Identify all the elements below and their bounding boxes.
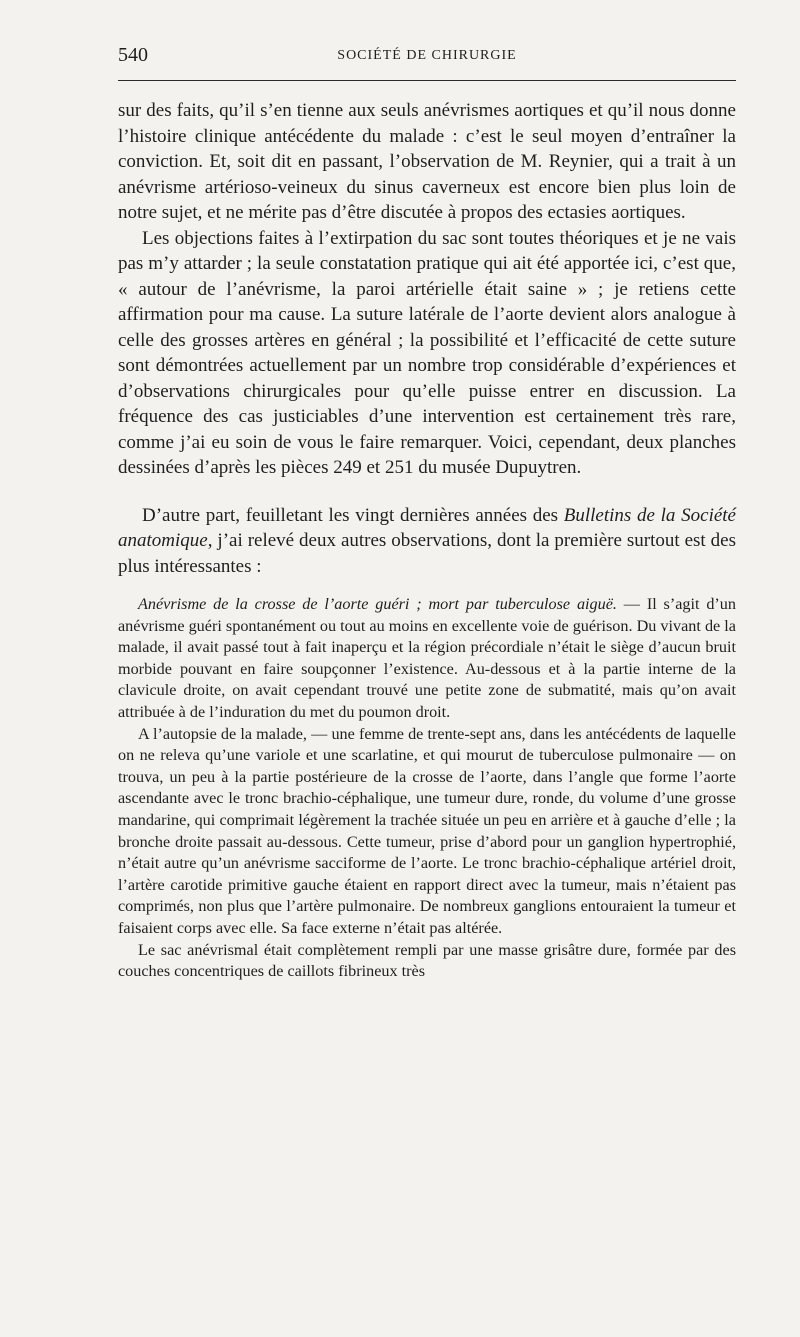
section-gap <box>118 481 736 503</box>
case-dash: — <box>616 595 647 613</box>
case-paragraph <box>118 594 736 724</box>
paragraph-objections: Les objections faites à l’extirpation du sac sont toutes théoriques et je ne vais pas m’y attarder ; la seule constatation pratique qui ait été apportée ici, c’est que, « autour de l’anévrisme, la paroi artérielle était saine » ; je retiens cette affirmation pour ma cause. La suture latérale de l’aorte devient alors analogue à celle des grosses artères en général ; la possibilité et l’efficacité de cette suture sont démontrées actuellement par un nombre trop considérable d’expériences et d’observations chirurgicales pour qu’elle puisse entrer en discussion. La fréquence des cas justiciables d’une intervention est certainement très rare, comme j’ai eu soin de vous le faire remarquer. Voici, cependant, deux planches dessinées d’après les pièces 249 et 251 du musée Dupuytren. <box>118 227 736 478</box>
paragraph-continuation: sur des faits, qu’il s’en tienne aux seuls anévrismes aortiques et qu’il nous donne l’histoire clinique antécédente du malade : c’est le seul moyen d’entraîner la conviction. Et, soit dit en passant, l’observation de M. Reynier, qui a trait à un anévrisme artérioso-veineux du sinus caverneux est encore bien plus loin de notre sujet, et ne mérite pas d’être discutée à propos des ectasies aortiques. <box>118 100 736 223</box>
header-rule <box>118 80 736 81</box>
paragraph-sac: Le sac anévrismal était complètement rempli par une masse grisâtre dure, formée par des couches concentriques de caillots fibrineux très <box>118 940 736 981</box>
running-header <box>118 44 736 70</box>
intro-text-after: , j’ai relevé deux autres observations, dont la première surtout est des plus intéressantes : <box>118 530 736 577</box>
running-title: SOCIÉTÉ DE CHIRURGIE <box>337 48 517 63</box>
case-title: Anévrisme de la crosse de l’aorte guéri ; mort par tuberculose aiguë. <box>138 595 617 613</box>
page-number: 540 <box>118 44 148 66</box>
case-text: Il s’agit d’un anévrisme guéri spontanément ou tout au moins en excellente voie de guérison. Du vivant de la malade, il avait passé tout à fait inaperçu et la région précordiale n’était le siège d’aucun bruit morbide pouvant en faire soupçonner l’existence. Au-dessous et à la partie interne de la clavicule droite, on avait cependant trouvé une petite zone de submatité, mais qu’on avait attribuée à de l’induration du met du poumon droit. <box>118 595 736 721</box>
text-body <box>118 98 736 983</box>
paragraph-intro <box>118 503 736 580</box>
paragraph-autopsy: A l’autopsie de la malade, — une femme de trente-sept ans, dans les antécédents de laquelle on ne releva qu’une variole et une scarlatine, et qui mourut de tuberculose pulmonaire — on trouva, un peu à la partie postérieure de la crosse de l’aorte, dans l’angle que forme l’aorte ascendante avec le tronc brachio-céphalique, une tumeur dure, ronde, du volume d’une grosse mandarine, qui comprimait légèrement la trachée située un peu en arrière et à gauche d’elle ; la bronche droite passait au-dessous. Cette tumeur, prise d’abord pour un ganglion hypertrophié, n’était autre qu’un anévrisme sacciforme de l’aorte. Le tronc brachio-céphalique artériel droit, l’artère carotide primitive gauche étaient en rapport direct avec la tumeur, mais n’étaient pas comprimés, non plus que l’artère pulmonaire. De nombreux ganglions entouraient la tumeur et faisaient corps avec elle. Sa face externe n’était pas altérée. <box>118 724 736 937</box>
intro-text-before: D’autre part, feuilletant les vingt dernières années des <box>142 504 564 526</box>
journal-title: Bulletins de la Société anatomique <box>118 504 736 551</box>
section-gap <box>118 579 736 594</box>
